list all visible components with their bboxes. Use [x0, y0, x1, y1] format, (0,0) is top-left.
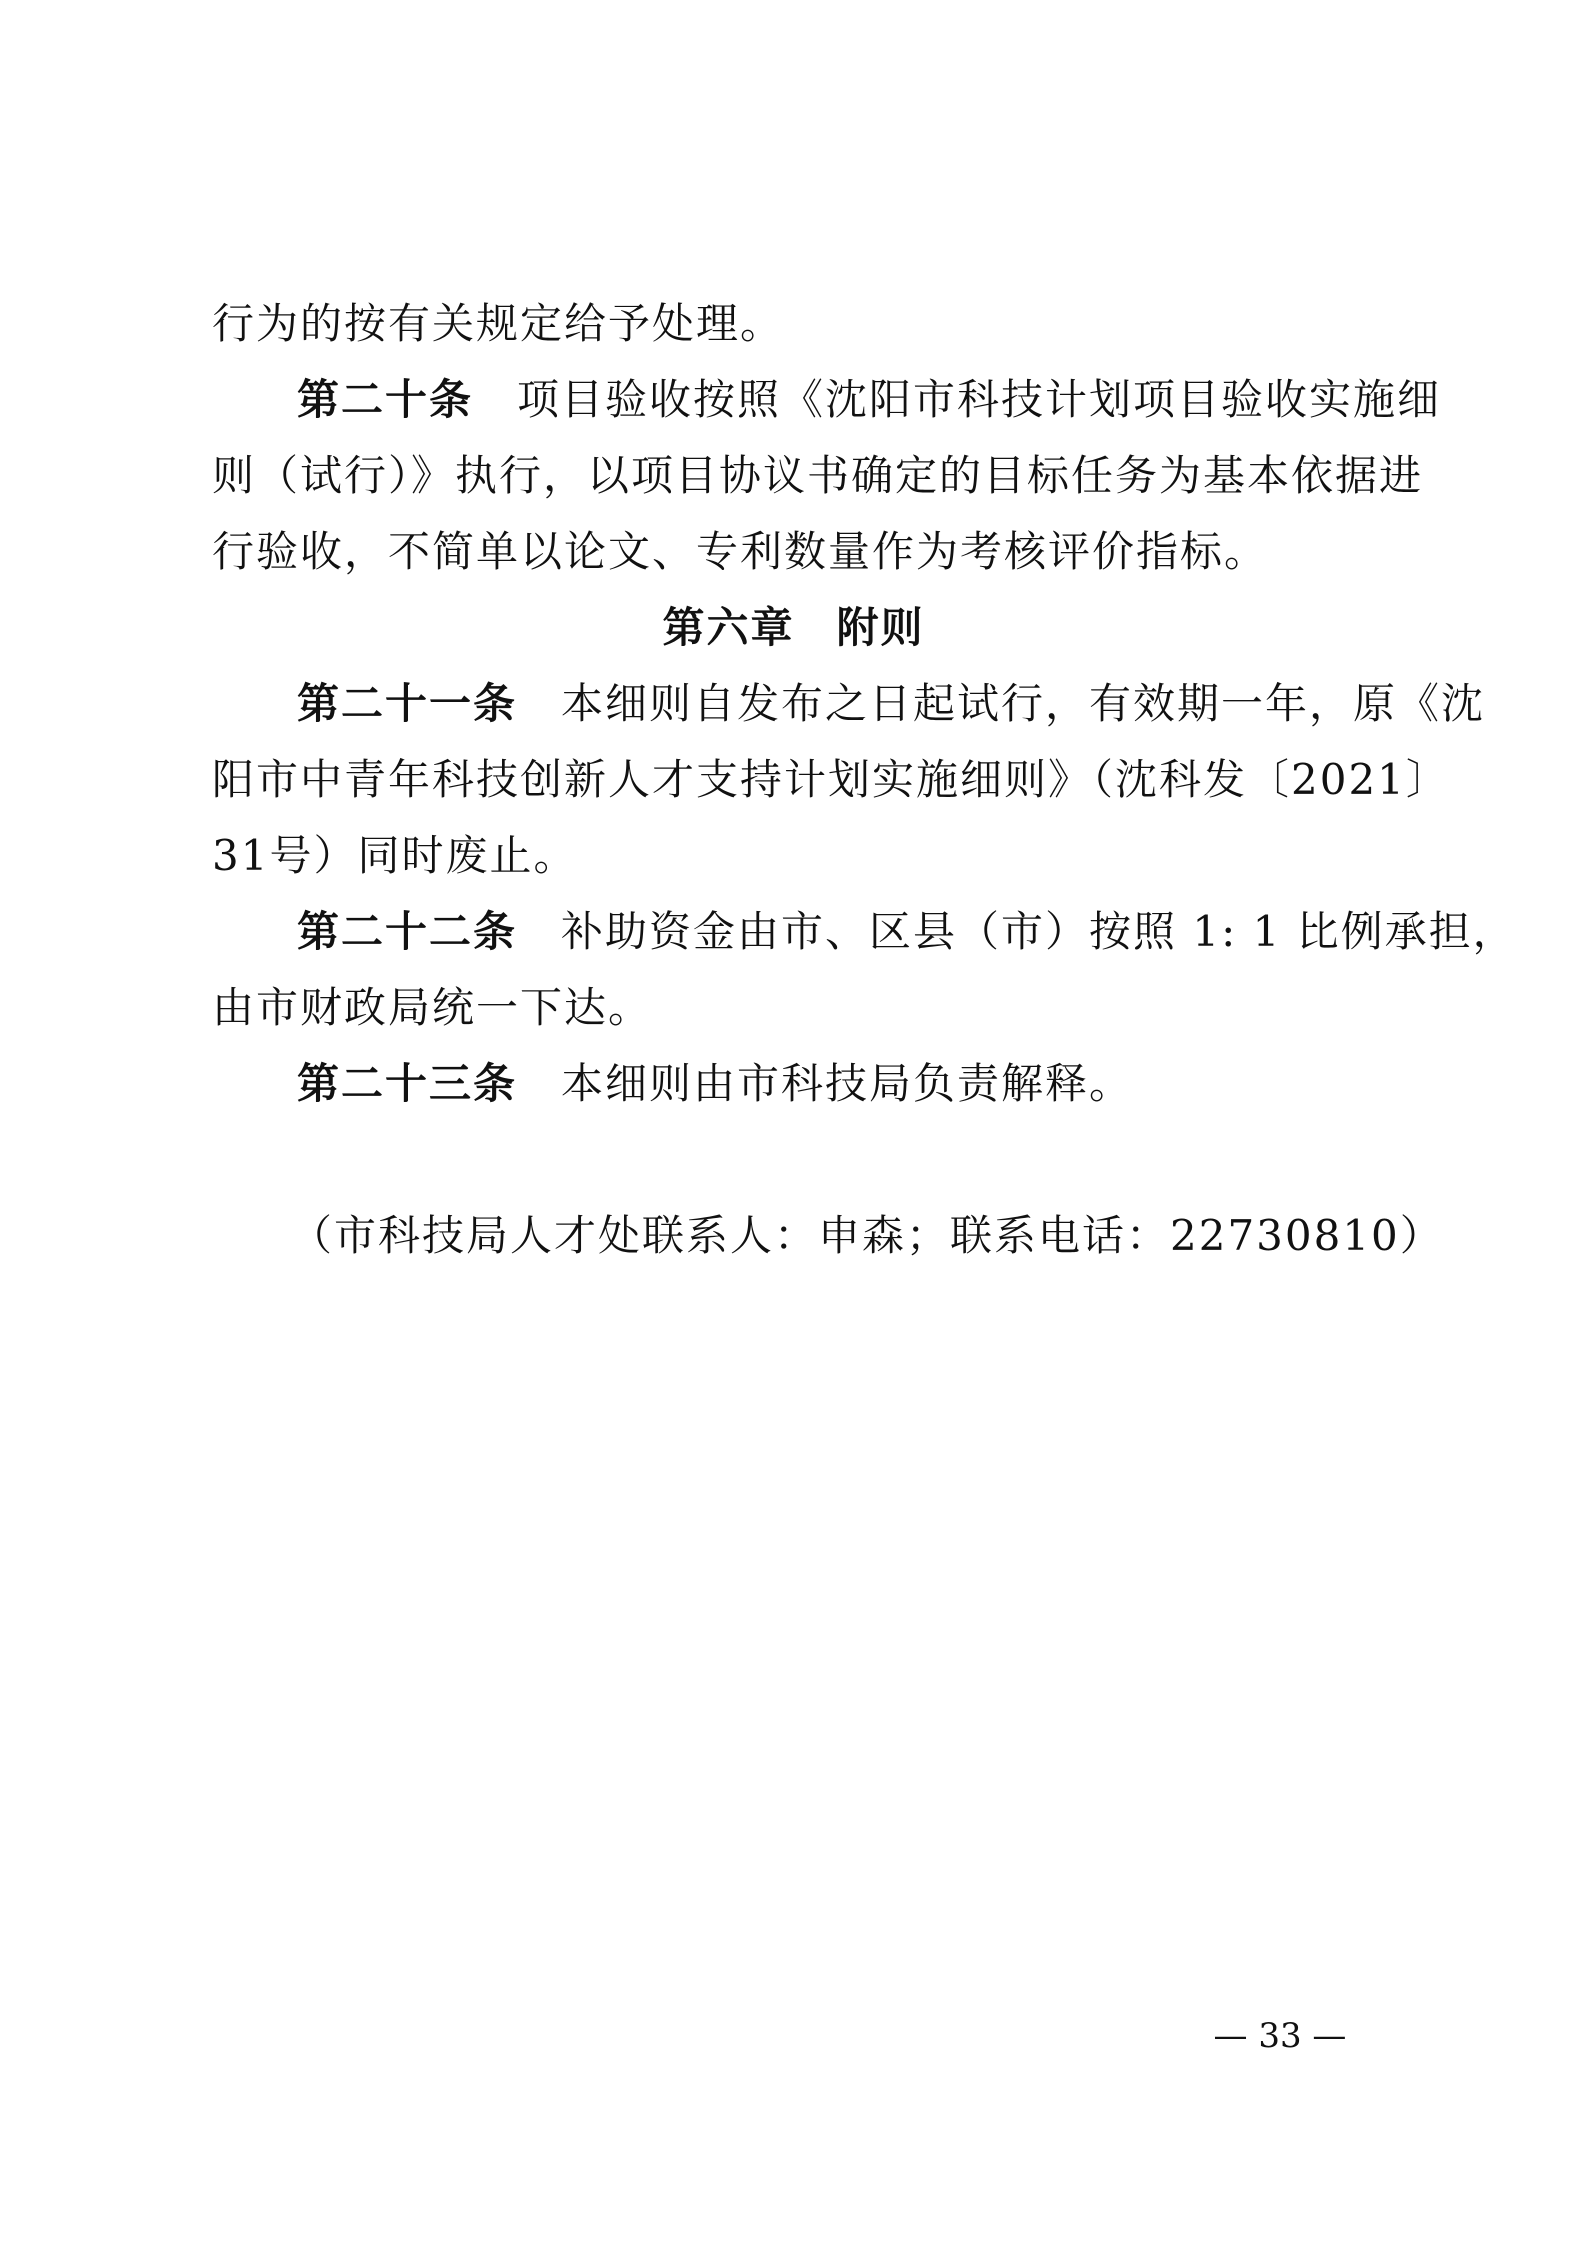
- article-20-number: 第二十条: [297, 375, 474, 424]
- article-22-line-1: [297, 900, 1517, 964]
- chapter-title: 附则: [836, 603, 925, 652]
- article-20-line-3: 行验收，不简单以论文、专利数量作为考核评价指标。: [212, 527, 1269, 576]
- contact-info: （市科技局人才处联系人：申森；联系电话：22730810）: [290, 1211, 1444, 1260]
- paragraph-line: 行为的按有关规定给予处理。: [212, 299, 785, 348]
- article-20-line-2: 则（试行）》执行，以项目协议书确定的目标任务为基本依据进: [212, 451, 1424, 500]
- article-21-line-1: [297, 672, 1486, 736]
- article-21-text: 本细则自发布之日起试行，有效期一年，原《沈: [561, 679, 1486, 728]
- article-21-line-3: 31号）同时废止。: [212, 831, 578, 880]
- article-21-line-2: 阳市中青年科技创新人才支持计划实施细则》（沈科发〔2021〕: [212, 755, 1450, 804]
- article-22-number: 第二十二条: [297, 907, 518, 956]
- chapter-heading: [0, 596, 1587, 660]
- article-20-line-1: [297, 368, 1477, 432]
- chapter-number: 第六章: [662, 603, 795, 652]
- article-22-text: 补助资金由市、区县（市）按照 1: 1 比例承担，: [561, 907, 1517, 956]
- article-21-number: 第二十一条: [297, 679, 518, 728]
- article-22-line-2: 由市财政局统一下达。: [212, 983, 653, 1032]
- page-number: — 33 —: [1213, 2016, 1347, 2056]
- article-20-text: 项目验收按照《沈阳市科技计划项目验收实施细: [517, 375, 1442, 424]
- article-23-number: 第二十三条: [297, 1059, 518, 1108]
- article-23-text: 本细则由市科技局负责解释。: [561, 1059, 1134, 1108]
- article-23-line-1: [297, 1052, 1477, 1116]
